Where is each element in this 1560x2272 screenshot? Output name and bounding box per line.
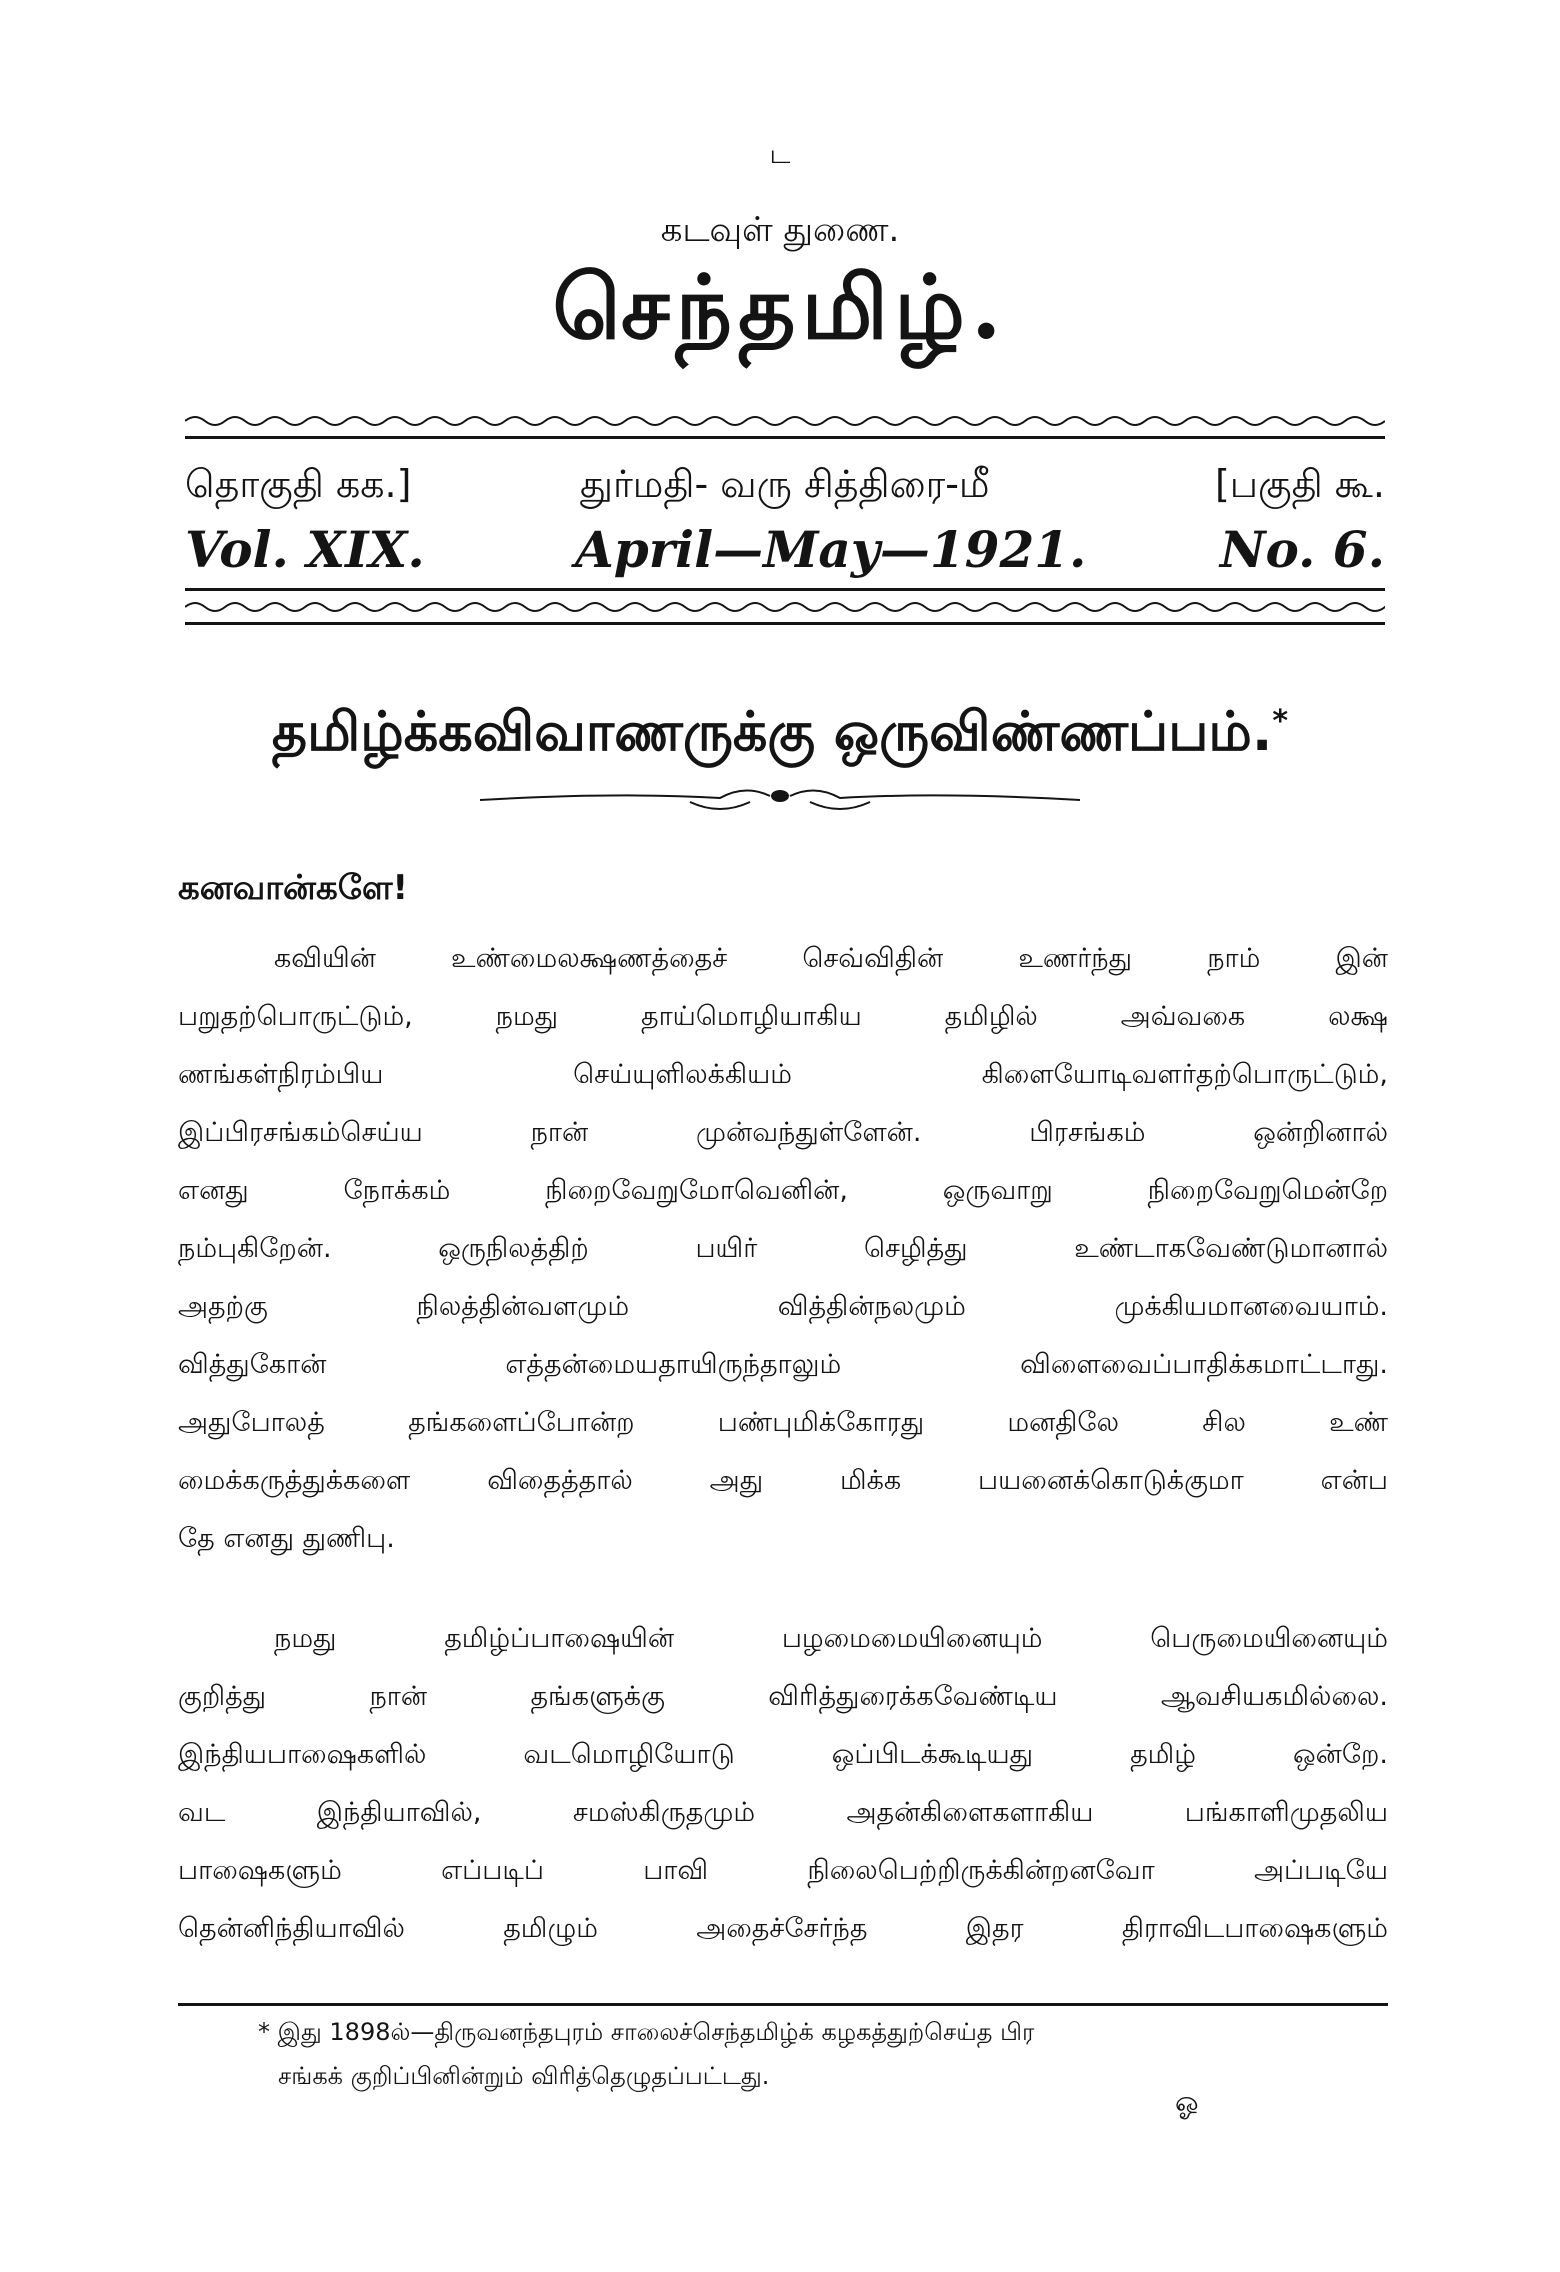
paragraph-line: நம்புகிறேன். ஒருநிலத்திற் பயிர் செழித்து உண்டாகவேண்டுமானால் [178,1233,1388,1264]
paragraph-1 [178,930,1388,1568]
paragraph-line: நமது தமிழ்ப்பாஷையின் பழமைமையினையும் பெருமையினையும் [274,1623,1388,1654]
paragraph-2 [178,1610,1388,1958]
bottom-mark: ஓ [1175,2085,1199,2118]
article-title-text: தமிழ்க்கவிவாணருக்கு ஒருவிண்ணப்பம். [271,700,1273,763]
article-title [0,700,1560,771]
date-tamil: துர்மதி- வரு சித்திரை-மீ [580,462,990,506]
flourish-ornament [470,770,1090,820]
part-tamil: [பகுதி கூ. [1214,462,1385,506]
number-english: No. 6. [1219,520,1385,579]
invocation-line: கடவுள் துணை. [660,210,900,250]
paragraph-line: இப்பிரசங்கம்செய்ய நான் முன்வந்துள்ளேன். பிரசங்கம் ஒன்றினால் [178,1117,1388,1148]
salutation: கனவான்களே! [178,868,409,908]
issue-line-english [185,520,1385,579]
paragraph-line: தே எனது துணிபு. [178,1523,395,1554]
footnote-rule [178,2003,1388,2006]
paragraph-line: ணங்கள்நிரம்பிய செய்யுளிலக்கியம் கிளையோடிவளர்தற்பொருட்டும், [178,1059,1388,1090]
title-footnote-mark: * [1272,704,1289,739]
top-mark: ட [769,140,791,170]
paragraph-line: அதற்கு நிலத்தின்வளமும் வித்தின்நலமும் முக்கியமானவையாம். [178,1291,1388,1322]
paragraph-line: பாஷைகளும் எப்படிப் பாவி நிலைபெற்றிருக்கின்றனவோ அப்படியே [178,1855,1388,1886]
paragraph-line: பறுதற்பொருட்டும், நமது தாய்மொழியாகிய தமிழில் அவ்வகை லக்ஷ [178,1001,1388,1032]
footnote-line-1: * இது 1898ல்—திருவனந்தபுரம் சாலைச்செந்தமிழ்க் கழகத்துற்செய்த பிர [258,2018,1035,2046]
paragraph-line: தென்னிந்தியாவில் தமிழும் அதைச்சேர்ந்த இதர திராவிடபாஷைகளும் [178,1913,1388,1944]
rule-bottom-2 [185,622,1385,625]
volume-tamil: தொகுதி கக.] [185,462,412,506]
volume-english: Vol. XIX. [185,520,425,579]
paragraph-line: இந்தியபாஷைகளில் வடமொழியோடு ஒப்பிடக்கூடியது தமிழ் ஒன்றே. [178,1739,1388,1770]
rule-bottom [185,588,1385,591]
paragraph-line: குறித்து நான் தங்களுக்கு விரித்துரைக்கவேண்டிய ஆவசியகமில்லை. [178,1681,1388,1712]
paragraph-line: வட இந்தியாவில், சமஸ்கிருதமும் அதன்கிளைகளாகிய பங்காளிமுதலிய [178,1797,1388,1828]
footnote [178,2010,1388,2098]
paragraph-line: அதுபோலத் தங்களைப்போன்ற பண்புமிக்கோரது மனதிலே சில உண் [178,1407,1388,1438]
wave-rule-top [185,412,1385,430]
date-english: April—May—1921. [575,520,1087,579]
footnote-line-2: சங்கக் குறிப்பினின்றும் விரித்தெழுதப்பட்டது. [278,2062,770,2090]
issue-line-tamil [185,462,1385,518]
paragraph-line: மைக்கருத்துக்களை விதைத்தால் அது மிக்க பயனைக்கொடுக்குமா என்ப [178,1465,1388,1496]
paragraph-line: வித்துகோன் எத்தன்மையதாயிருந்தாலும் விளைவைப்பாதிக்கமாட்டாது. [178,1349,1388,1380]
rule-top [185,436,1385,439]
wave-rule-bottom [185,598,1385,616]
paragraph-line: கவியின் உண்மைலக்ஷணத்தைச் செவ்விதின் உணர்ந்து நாம் இன் [274,943,1388,974]
paragraph-line: எனது நோக்கம் நிறைவேறுமோவெனின், ஒருவாறு நிறைவேறுமென்றே [178,1175,1388,1206]
masthead-title: செந்தமிழ். [552,255,1008,359]
